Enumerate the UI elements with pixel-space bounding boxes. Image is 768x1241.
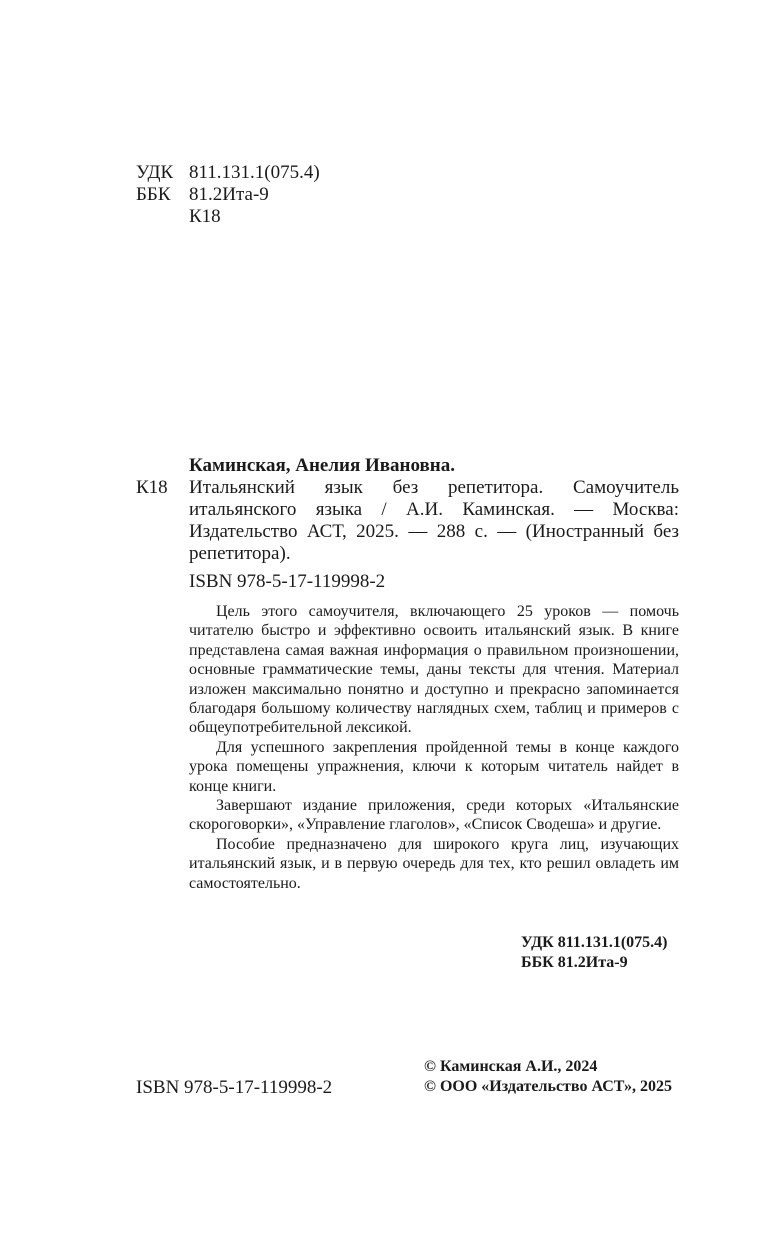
author-sign: К18 <box>189 206 221 227</box>
right-bbk: ББК 81.2Ита-9 <box>521 954 628 971</box>
udk-row <box>136 162 320 184</box>
annotation-paragraph: Цель этого самоучителя, включающего 25 уроков — помочь читателю быстро и эффективно освоить итальянский язык. В книге представлена самая важная информация о правильном произношении, основные грамматические темы, даны тексты для чтения. Материал изложен максимально понятно и доступно и прекрасно запоминается благодаря большому количеству наглядных схем, таблиц и примеров с общеупотребительной лексикой. <box>189 603 679 737</box>
copyright-publisher: © ООО «Издательство АСТ», 2025 <box>424 1078 673 1095</box>
bbk-row <box>136 184 269 206</box>
right-udk: УДК 811.131.1(075.4) <box>521 934 668 951</box>
isbn: ISBN 978-5-17-119998-2 <box>189 571 386 592</box>
bibliographic-description: Итальянский язык без репетитора. Самоучитель итальянского языка / А.И. Каминская. — Москва: Издательство АСТ, 2025. — 288 с. — (Иностранный без репетитора). <box>189 477 679 564</box>
annotation <box>189 602 679 893</box>
copyright-block <box>424 1057 672 1097</box>
right-classification <box>521 933 668 973</box>
annotation-paragraph: Для успешного закрепления пройденной темы в конце каждого урока помещены упражнения, ключи к которым читатель найдет в конце книги. <box>189 738 679 795</box>
footer-isbn: ISBN 978-5-17-119998-2 <box>136 1077 333 1098</box>
author-sign-row <box>136 206 221 228</box>
copyright-author: © Каминская А.И., 2024 <box>424 1058 598 1075</box>
bbk-label: ББК <box>136 184 171 205</box>
annotation-paragraph: Пособие предназначено для широкого круга лиц, изучающих итальянский язык, и в первую очередь для тех, кто решил овладеть им самостоятельно. <box>189 835 679 892</box>
udk-label: УДК <box>136 162 174 183</box>
author-heading: Каминская, Анелия Ивановна. <box>189 455 455 476</box>
index-code: К18 <box>136 477 168 498</box>
annotation-paragraph: Завершают издание приложения, среди которых «Итальянские скороговорки», «Управление глаголов», «Список Сводеша» и другие. <box>189 797 679 834</box>
udk-value: 811.131.1(075.4) <box>189 162 320 183</box>
bbk-value: 81.2Ита-9 <box>189 184 269 205</box>
